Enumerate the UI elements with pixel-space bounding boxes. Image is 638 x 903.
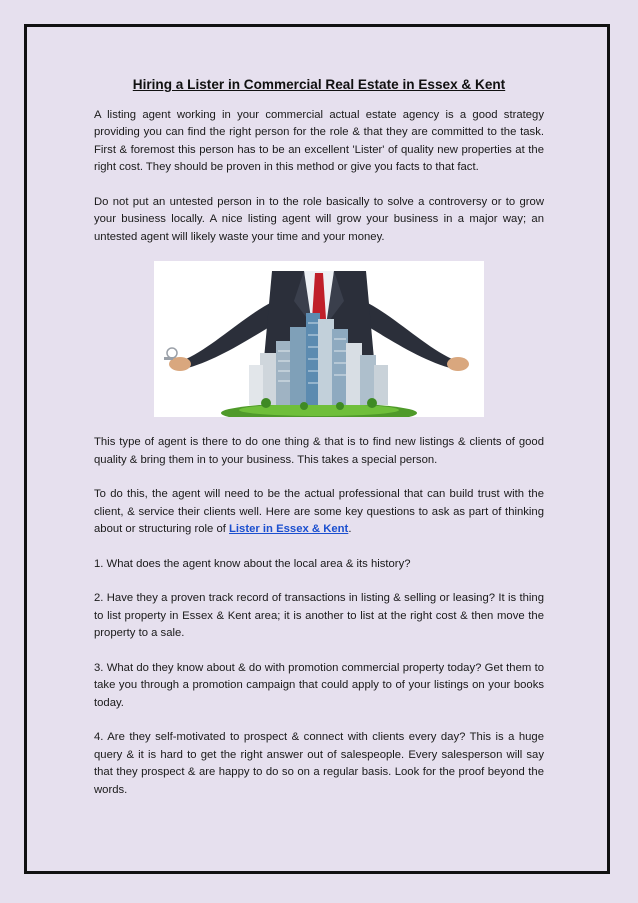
question-4: 4. Are they self-motivated to prospect & connect with clients every day? This is a huge query & it is hard to get the right answer out of salespeople. Every salesperson will say that they prospect & are happy to do so on a regular basis. Look for the proof beyond the words. [94, 731, 544, 796]
lister-essex-kent-link[interactable]: Lister in Essex & Kent [229, 523, 349, 535]
businessman-buildings-image [154, 261, 484, 417]
key-questions-text: To do this, the agent will need to be the actual professional that can build trust with the client, & service their clients well. Here are some key questions to ask as part of thinking about or structuring role of [94, 488, 544, 535]
question-2: 2. Have they a proven track record of transactions in listing & selling or leasing? It is thing to list property in Essex & Kent area; it is another to list at the right cost & then move the property to a sale. [94, 592, 544, 639]
document-body [94, 76, 544, 816]
question-1: 1. What does the agent know about the local area & its history? [94, 557, 411, 570]
paragraph-untested: Do not put an untested person in to the role basically to solve a controversy or to grow your business locally. A nice listing agent will grow your business in a major way; an untested agent will likely waste your time and your money. [94, 195, 544, 243]
question-3: 3. What do they know about & do with promotion commercial property today? Get them to take you through a promotion campaign that could apply to of your listings on your books today. [94, 661, 544, 709]
paragraph-agent-role: This type of agent is there to do one thing & that is to find new listings & clients of good quality & bring them in to your business. This takes a special person. [94, 436, 544, 466]
paragraph-key-questions [94, 486, 544, 539]
document-title: Hiring a Lister in Commercial Real Estate in Essex & Kent [132, 77, 506, 92]
paragraph-intro: A listing agent working in your commercial actual estate agency is a good strategy providing you can find the right person for the role & that they are committed to the task. First & foremost this person has to be an excellent 'Lister' of quality new properties at the right cost. They should be proven in this method or give you facts to that fact. [94, 108, 544, 173]
key-questions-end: . [348, 523, 352, 535]
